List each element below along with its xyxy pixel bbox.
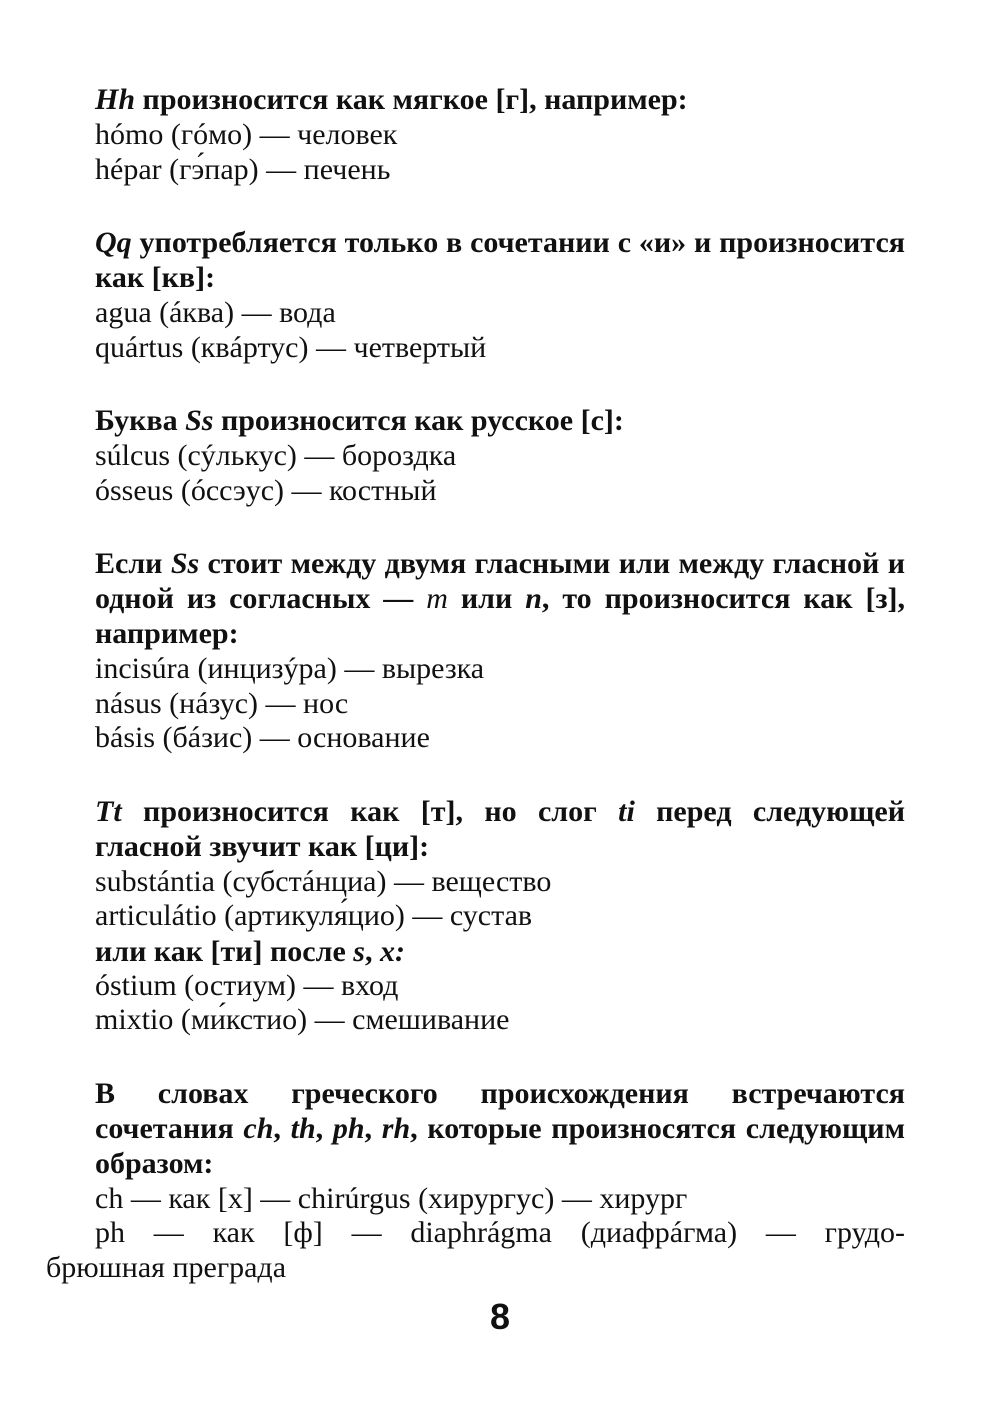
- word: ph: [95, 1216, 125, 1249]
- example-line: substántia (субстáнциа) — вещество: [95, 864, 552, 898]
- example-line: agua (áква) — вода: [95, 296, 336, 329]
- example-line: mixtio (ми́кстио) — смешивание: [95, 1003, 510, 1036]
- sub-heading: или как [ти] после s, x:: [95, 934, 405, 968]
- combo-th: th: [290, 1111, 316, 1145]
- letter-pair: Hh: [95, 83, 136, 116]
- section-heading: Qq употребляется только в сочетании с «и» и произносится как [кв]:: [95, 226, 905, 294]
- example-line: incisúra (инцизýра) — вырезка: [95, 652, 485, 685]
- word: diaphrágma: [410, 1216, 552, 1249]
- combo-ch: ch: [243, 1111, 274, 1145]
- page-number: 8: [489, 1296, 511, 1337]
- word: [ф]: [283, 1216, 323, 1249]
- example-line: ch — как [х] — chirúrgus (хирургус) — хирург: [95, 1181, 688, 1215]
- example-line: násus (нáзус) — нос: [95, 686, 349, 720]
- section-heading: В словах греческого происхождения встречаются сочетания ch, th, ph, rh, которые произносятся следующим образом:: [95, 1076, 906, 1180]
- letter-m: m: [426, 582, 448, 615]
- example-line: súlcus (сýлькус) — бороздка: [95, 439, 457, 472]
- word: (диафрáгма): [580, 1216, 738, 1249]
- section-s: [95, 403, 905, 508]
- example-line: óstium (остиум) — вход: [95, 968, 399, 1002]
- letter-pair: Ss: [185, 404, 214, 437]
- example-line: articulátio (артикуля́цио) — сустав: [95, 899, 533, 932]
- letter-s: s: [353, 934, 365, 968]
- combo-rh: rh: [381, 1111, 411, 1145]
- section-t: [95, 794, 905, 1038]
- syllable-ti: ti: [618, 794, 635, 828]
- section-heading: Буква Ss произносится как русское [с]:: [95, 404, 624, 437]
- example-line: básis (бáзис) — основание: [95, 721, 430, 754]
- letter-pair: Tt: [95, 794, 122, 828]
- combo-ph: ph: [332, 1111, 365, 1145]
- section-s-voiced: [95, 546, 905, 756]
- word: как: [212, 1216, 255, 1249]
- word: —: [765, 1216, 796, 1249]
- section-heading: Если Ss стоит между двумя гласными или между гласной и одной из согласных — m или n, то произносится как [з], например:: [95, 547, 905, 650]
- example-line: hépar (гэ́пар) — печень: [95, 152, 391, 186]
- letter-pair: Qq: [95, 226, 132, 259]
- word: —: [153, 1216, 184, 1249]
- example-line-continuation: брюшная преграда: [46, 1250, 287, 1284]
- example-line-ph: [95, 1216, 905, 1251]
- section-heading: Hh произносится как мягкое [г], например:: [95, 83, 688, 116]
- letter-n: n: [525, 582, 542, 615]
- word: —: [351, 1216, 382, 1249]
- section-heading: Tt произносится как [т], но слог ti перед следующей гласной звучит как [ци]:: [95, 794, 905, 863]
- example-line: hómo (гóмо) — человек: [95, 118, 398, 151]
- section-h: [95, 82, 905, 187]
- word: грудо-: [824, 1216, 905, 1249]
- page-content: [46, 82, 906, 1285]
- section-q: [95, 225, 905, 365]
- section-greek: [46, 1076, 906, 1286]
- letter-pair: Ss: [170, 547, 200, 580]
- example-line: quártus (квáртус) — четвертый: [95, 330, 487, 364]
- letter-x: x:: [379, 934, 405, 968]
- example-line: ósseus (óссэус) — костный: [95, 473, 437, 507]
